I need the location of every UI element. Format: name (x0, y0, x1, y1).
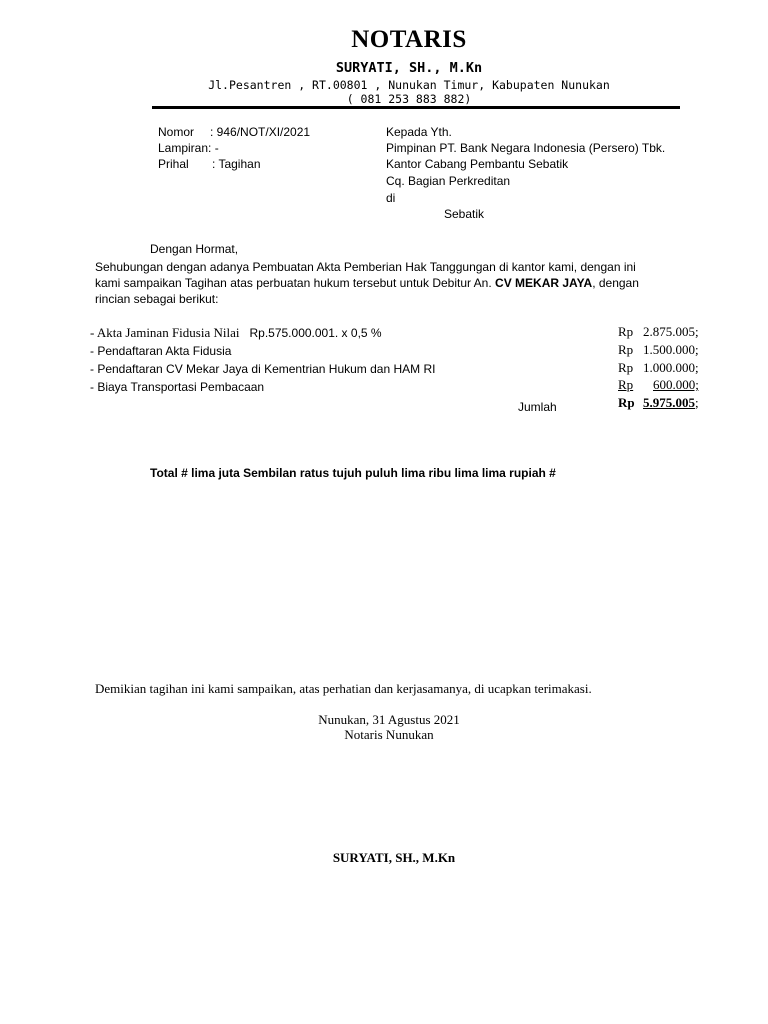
amount-value: 1.000.000; (643, 360, 699, 375)
meta-nomor-value: : 946/NOT/XI/2021 (210, 125, 311, 139)
item-basis: Rp.575.000.001. x 0,5 % (249, 326, 382, 340)
body-line-2-tail: , dengan (592, 276, 639, 290)
closing-text: Demikian tagihan ini kami sampaikan, atas perhatian dan kerjasamanya, di ucapkan terimakasi. (95, 681, 592, 696)
total-label: Jumlah (518, 400, 557, 414)
meta-prihal-label: Prihal (158, 157, 189, 171)
body-line-1: Sehubungan dengan adanya Pembuatan Akta Pemberian Hak Tanggungan di kantor kami, dengan ini (95, 260, 636, 274)
greeting: Dengan Hormat, (150, 242, 239, 256)
amount-currency: Rp (618, 377, 634, 392)
place-date: Nunukan, 31 Agustus 2021 (318, 712, 460, 727)
letterhead-name: SURYATI, SH., M.Kn (335, 60, 483, 76)
recipient-line-3: Kantor Cabang Pembantu Sebatik (386, 157, 569, 171)
total-amount-row (643, 395, 699, 411)
recipient-line-4: Cq. Bagian Perkreditan (386, 174, 511, 188)
item-row: - Biaya Transportasi Pembacaan (90, 380, 265, 394)
body-line-2-text: kami sampaikan Tagihan atas perbuatan hukum tersebut untuk Debitur An. (95, 276, 496, 290)
meta-lampiran: Lampiran: - (158, 141, 219, 155)
letterhead-title: NOTARIS (351, 26, 467, 53)
meta-prihal-value: : Tagihan (212, 157, 261, 171)
item-row: - Pendaftaran Akta Fidusia (90, 344, 232, 358)
amount-currency: Rp (618, 342, 634, 357)
recipient-line-2: Pimpinan PT. Bank Negara Indonesia (Persero) Tbk. (386, 141, 666, 155)
signer-role: Notaris Nunukan (344, 727, 434, 742)
amount-currency: Rp (618, 360, 634, 375)
total-amount-tail: ; (695, 395, 699, 410)
item-label: - Akta Jaminan Fidusia Nilai (90, 325, 240, 340)
amount-value: 2.875.005; (643, 324, 699, 339)
signer-name: SURYATI, SH., M.Kn (332, 850, 456, 865)
meta-nomor-label: Nomor (158, 125, 195, 139)
body-line-3: rincian sebagai berikut: (95, 292, 219, 306)
recipient-line-5: di (386, 191, 396, 205)
total-currency: Rp (618, 395, 635, 410)
debitor-name: CV MEKAR JAYA (495, 276, 593, 290)
letterhead-rule (152, 106, 680, 109)
total-amount: 5.975.005 (643, 395, 695, 410)
amount-value: 600.000; (653, 377, 699, 392)
total-in-words: Total # lima juta Sembilan ratus tujuh puluh lima ribu lima lima rupiah # (150, 466, 556, 480)
recipient-line-6: Sebatik (444, 207, 485, 221)
letterhead-phone: ( 081 253 883 882) (346, 92, 472, 106)
body-line-2 (95, 276, 639, 290)
item-row: - Pendaftaran CV Mekar Jaya di Kementrian Hukum dan HAM RI (90, 362, 436, 376)
amount-value: 1.500.000; (643, 342, 699, 357)
letterhead-address: Jl.Pesantren , RT.00801 , Nunukan Timur, Kabupaten Nunukan (208, 78, 610, 92)
item-row (90, 324, 382, 342)
amount-currency: Rp (618, 324, 634, 339)
recipient-line-1: Kepada Yth. (386, 125, 452, 139)
